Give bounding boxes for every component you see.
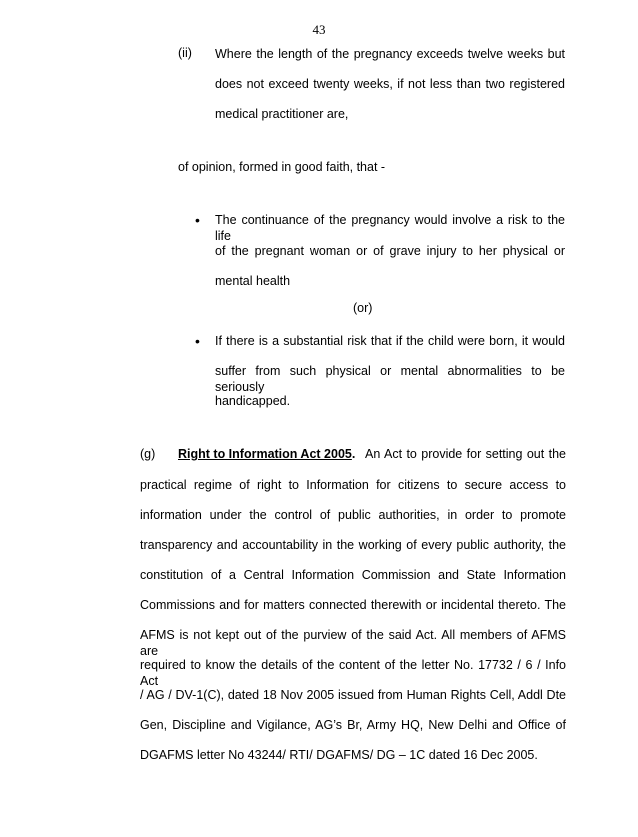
section-g-line-10: DGAFMS letter No 43244/ RTI/ DGAFMS/ DG – 1C dated 16 Dec 2005.: [140, 748, 538, 762]
bullet-1-line-1: The continuance of the pregnancy would involve a risk to the life: [215, 213, 565, 243]
clause-ii-line-3: medical practitioner are,: [215, 107, 349, 121]
clause-ii-label: (ii): [178, 46, 192, 60]
section-g-line-5: Commissions and for matters connected therewith or incidental thereto. The: [140, 598, 566, 612]
clause-ii-line-1: Where the length of the pregnancy exceeds twelve weeks but: [215, 47, 565, 61]
opinion-line: of opinion, formed in good faith, that -: [178, 160, 386, 174]
bullet-icon: •: [195, 212, 200, 228]
bullet-2-line-2: suffer from such physical or mental abnormalities to be seriously: [215, 364, 565, 394]
section-g-heading-line: [178, 446, 355, 462]
bullet-2-line-3: handicapped.: [215, 394, 291, 408]
section-g-first-line: An Act to provide for setting out the: [365, 447, 566, 461]
section-g-line-1: practical regime of right to Information for citizens to secure access to: [140, 478, 566, 492]
bullet-icon: •: [195, 333, 200, 349]
bullet-1-line-3: mental health: [215, 274, 291, 288]
section-g-line-6: AFMS is not kept out of the purview of the said Act. All members of AFMS are: [140, 628, 566, 658]
section-g-heading: Right to Information Act 2005: [178, 447, 352, 461]
or-separator: (or): [353, 301, 373, 315]
section-g-line-4: constitution of a Central Information Commission and State Information: [140, 568, 566, 582]
page-number: 43: [312, 22, 326, 37]
clause-ii-line-2: does not exceed twenty weeks, if not less than two registered: [215, 77, 565, 91]
section-g-label: (g): [140, 447, 156, 461]
section-g-line-8: / AG / DV-1(C), dated 18 Nov 2005 issued from Human Rights Cell, Addl Dte: [140, 688, 566, 702]
section-g-line-3: transparency and accountability in the working of every public authority, the: [140, 538, 566, 552]
section-g-line-7: required to know the details of the content of the letter No. 17732 / 6 / Info Act: [140, 658, 566, 688]
section-g-line-9: Gen, Discipline and Vigilance, AG’s Br, Army HQ, New Delhi and Office of: [140, 718, 566, 732]
section-g-heading-period: .: [351, 447, 356, 461]
bullet-2-line-1: If there is a substantial risk that if the child were born, it would: [215, 334, 565, 348]
section-g-line-2: information under the control of public authorities, in order to promote: [140, 508, 566, 522]
bullet-1-line-2: of the pregnant woman or of grave injury to her physical or: [215, 244, 565, 258]
